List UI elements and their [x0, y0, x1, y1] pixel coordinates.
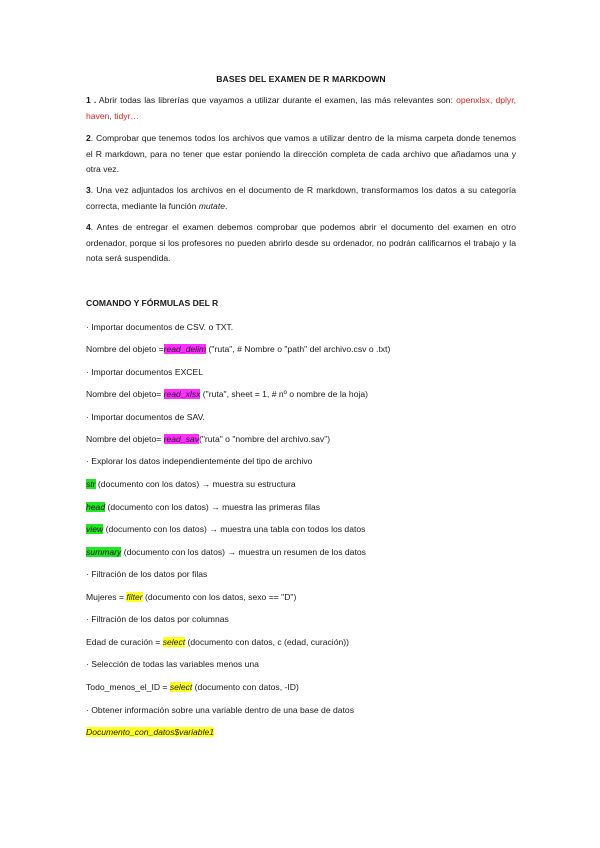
view-command: view (documento con los datos) → muestra una tabla con todos los datos [86, 524, 366, 534]
function-highlight: str [86, 479, 96, 489]
function-highlight: read_delim [163, 344, 207, 354]
sav-command: Nombre del objeto= read_sav("ruta" o "nombre del archivo.sav") [86, 434, 331, 444]
paragraph-text: Abrir todas las librerías que vayamos a utilizar durante el examen, las más relevantes son: [96, 95, 457, 105]
function-highlight: summary [86, 547, 122, 557]
paragraph-3: 3. Una vez adjuntados los archivos en el documento de R markdown, transformamos los datos a su categoría correcta, mediante la función mutate. [86, 185, 516, 211]
function-highlight: view [86, 524, 104, 534]
paragraph-2 [86, 131, 516, 178]
explore-heading: · Explorar los datos independientemente del tipo de archivo [86, 456, 313, 466]
head-command: head (documento con los datos) → muestra las primeras filas [86, 502, 321, 512]
paragraph-text: . Comprobar que tenemos todos los archivos que vamos a utilizar dentro de la misma carpeta donde tenemos el R markdown, para no tener que estar poniendo la dirección completa de cada archivo que añadamos una y otra vez. [86, 133, 516, 175]
filter-columns-heading: · Filtración de los datos por columnas [86, 614, 229, 624]
excel-command: Nombre del objeto= read_xlsx ("ruta", sheet = 1, # nº o nombre de la hoja) [86, 389, 369, 399]
function-highlight: filter [126, 592, 143, 602]
select-columns-command: Edad de curación = select (documento con datos, c (edad, curación)) [86, 637, 349, 647]
sav-heading: · Importar documentos de SAV. [86, 412, 205, 422]
paragraph-4 [86, 220, 516, 267]
function-name: mutate [198, 200, 226, 211]
summary-command: summary (documento con los datos) → muestra un resumen de los datos [86, 547, 366, 557]
library-list: openxlsx, dplyr, haven, tidyr… [86, 95, 516, 121]
paragraph-number: 4 [86, 222, 91, 232]
paragraph-number: 2 [86, 133, 91, 143]
select-all-heading: · Selección de todas las variables menos una [86, 659, 259, 669]
csv-heading: · Importar documentos de CSV. o TXT. [86, 322, 234, 332]
filter-command: Mujeres = filter (documento con los datos, sexo == "D") [86, 592, 297, 602]
document-title: BASES DEL EXAMEN DE R MARKDOWN [216, 74, 386, 84]
variable-heading: · Obtener información sobre una variable dentro de una base de datos [86, 705, 355, 715]
paragraph-text: . Una vez adjuntados los archivos en el documento de R markdown, transformamos los datos a su categoría correcta, mediante la función [86, 185, 516, 211]
str-command: str (documento con los datos) → muestra su estructura [86, 479, 296, 489]
select-all-command: Todo_menos_el_ID = select (documento con datos, -ID) [86, 682, 299, 692]
function-highlight: Documento_con_datos$variable1 [86, 727, 215, 737]
section-title: COMANDO Y FÓRMULAS DEL R [86, 298, 219, 308]
paragraph-number: 3 [86, 185, 91, 195]
paragraph-number: 1 . [86, 95, 97, 105]
paragraph-text: . Antes de entregar el examen debemos comprobar que podemos abrir el documento del examen en otro ordenador, porque si los profesores no pueden abrirlo desde su ordenador, no podrán calificarnos el trabajo y la nota será suspendida. [86, 222, 516, 264]
csv-command: Nombre del objeto =read_delim ("ruta", # Nombre o "path" del archivo.csv o .txt) [86, 344, 391, 354]
function-highlight: read_xlsx [163, 389, 201, 399]
function-highlight: head [86, 502, 106, 512]
function-highlight: select [162, 637, 186, 647]
variable-command [86, 727, 214, 737]
function-highlight: read_sav [163, 434, 199, 444]
filter-rows-heading: · Filtración de los datos por filas [86, 569, 208, 579]
excel-heading: · Importar documentos EXCEL [86, 367, 204, 377]
paragraph-1 [86, 93, 516, 124]
function-highlight: select [169, 682, 193, 692]
